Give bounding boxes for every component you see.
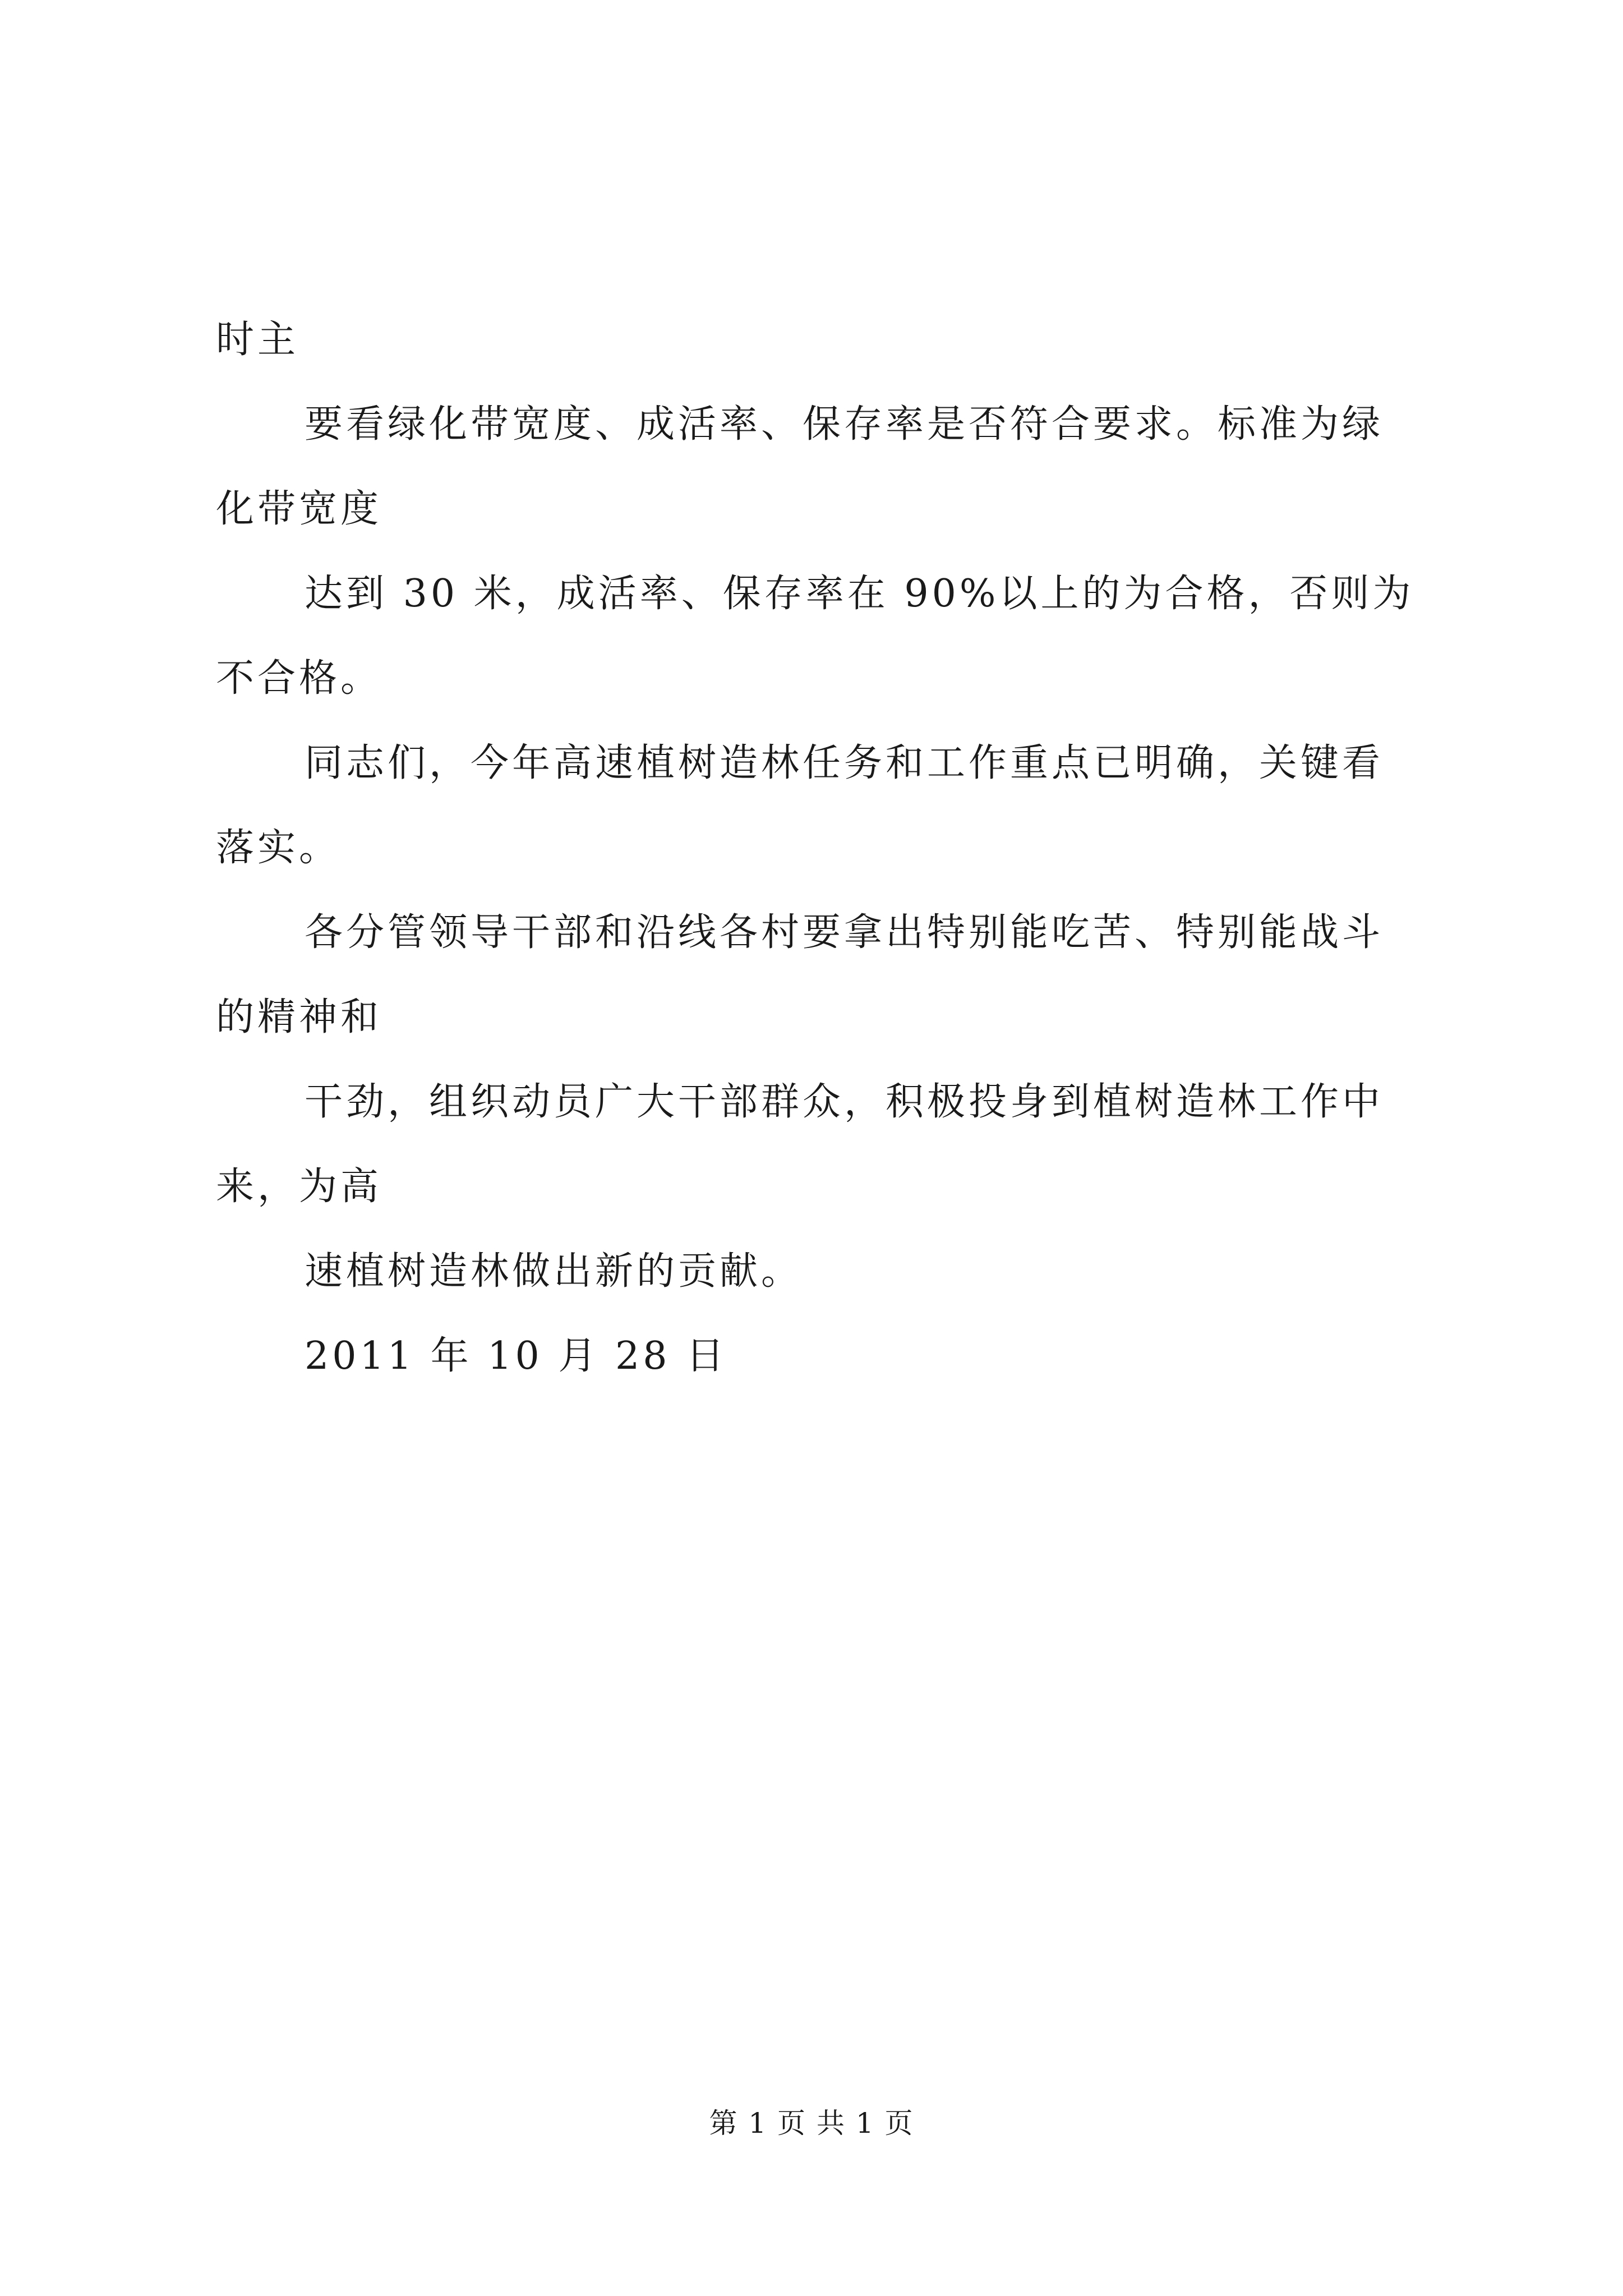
text-line: 速植树造林做出新的贡献。 — [305, 1249, 803, 1294]
text-line: 达到 30 米，成活率、保存率在 90%以上的为合格，否则为 — [305, 572, 1414, 616]
text-line: 不合格。 — [216, 656, 382, 701]
text-line: 各分管领导干部和沿线各村要拿出特别能吃苦、特别能战斗 — [305, 910, 1384, 955]
text-line: 落实。 — [216, 826, 341, 870]
text-line: 时主 — [216, 318, 299, 362]
text-line: 要看绿化带宽度、成活率、保存率是否符合要求。标准为绿 — [305, 402, 1384, 447]
text-line: 化带宽度 — [216, 487, 382, 531]
page-footer: 第 1 页 共 1 页 — [709, 2107, 914, 2139]
text-line: 同志们，今年高速植树造林任务和工作重点已明确，关键看 — [305, 741, 1384, 785]
text-line: 来，为高 — [216, 1165, 382, 1209]
text-line: 的精神和 — [216, 995, 382, 1039]
date-line: 2011 年 10 月 28 日 — [305, 1334, 728, 1378]
text-line: 干劲，组织动员广大干部群众，积极投身到植树造林工作中 — [305, 1080, 1384, 1124]
document-body — [216, 297, 1427, 1398]
